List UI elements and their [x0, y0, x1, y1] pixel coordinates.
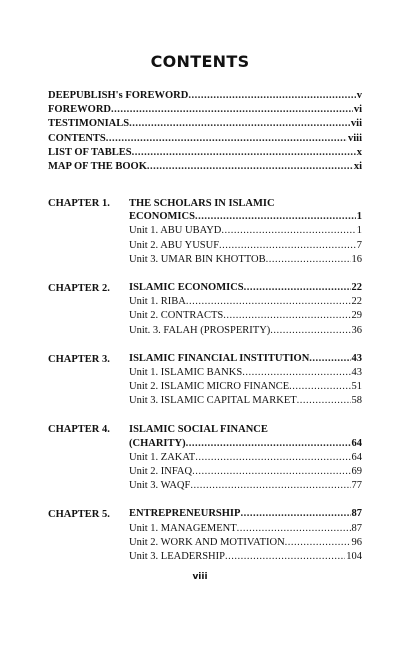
dot-leader — [147, 161, 353, 172]
chapter-body — [129, 197, 362, 268]
unit-entry-label: Unit 3. UMAR BIN KHOTTOB — [129, 253, 266, 265]
unit-entry — [129, 325, 362, 339]
unit-entry-page: 1 — [356, 225, 362, 237]
dot-leader — [219, 240, 356, 251]
unit-entry — [129, 480, 362, 494]
chapter-title-page: 87 — [351, 508, 362, 520]
front-matter-entry-page: viii — [347, 132, 362, 144]
chapter-number: CHAPTER 2. — [48, 282, 110, 294]
dot-leader — [289, 381, 350, 392]
unit-entry-page: 29 — [351, 310, 362, 322]
chapter-title-label: ECONOMICS — [129, 211, 195, 223]
unit-entry-page: 7 — [356, 239, 362, 251]
front-matter-entry-label: DEEPUBLISH's FOREWORD — [48, 90, 189, 101]
unit-entry-label: Unit 2. ABU YUSUF — [129, 239, 220, 251]
unit-entry-label: Unit 2. ISLAMIC MICRO FINANCE — [129, 381, 290, 393]
dot-leader — [221, 225, 355, 236]
unit-entry-label: Unit 3. ISLAMIC CAPITAL MARKET — [129, 395, 297, 407]
unit-entry — [129, 296, 362, 310]
unit-entry-page: 16 — [351, 253, 362, 265]
unit-entry — [129, 240, 362, 254]
chapter-title — [129, 282, 362, 296]
chapter-title-page: 43 — [351, 352, 362, 364]
unit-entry-page: 51 — [351, 381, 362, 393]
chapter-title-label: ISLAMIC FINANCIAL INSTITUTION — [129, 352, 310, 364]
chapter-title-line: ISLAMIC SOCIAL FINANCE — [129, 424, 268, 436]
dot-leader — [223, 310, 350, 321]
front-matter-entry-label: LIST OF TABLES — [48, 146, 132, 158]
unit-entry-label: Unit 1. MANAGEMENT — [129, 522, 237, 534]
dot-leader — [192, 466, 350, 477]
chapter-number: CHAPTER 4. — [48, 424, 110, 436]
front-matter-entry — [48, 118, 362, 132]
chapter-title — [129, 508, 362, 522]
dot-leader — [285, 537, 351, 548]
unit-entry-page: 77 — [351, 480, 362, 492]
unit-entry-label: Unit 1. ZAKAT — [129, 451, 196, 463]
unit-entry — [129, 310, 362, 324]
unit-entry-page: 96 — [351, 536, 362, 548]
dot-leader — [309, 353, 350, 364]
unit-entry-page: 87 — [351, 522, 362, 534]
front-matter-entry-page: vii — [350, 118, 362, 130]
chapter-title-page: 64 — [351, 437, 362, 449]
unit-entry — [129, 395, 362, 409]
front-matter-entry-page: xi — [353, 160, 362, 172]
front-matter-entry — [48, 104, 362, 118]
front-matter-entry-label: CONTENTS — [48, 132, 106, 144]
chapter-number: CHAPTER 1. — [48, 198, 110, 209]
unit-entry-label: Unit 3. WAQF — [129, 480, 191, 492]
chapter-list — [48, 197, 362, 579]
unit-entry-page: 104 — [346, 550, 362, 562]
dot-leader — [106, 133, 347, 144]
front-matter-list — [48, 90, 362, 175]
dot-leader — [225, 551, 345, 562]
unit-entry-label: Unit 2. INFAQ — [129, 466, 193, 477]
unit-entry-page: 36 — [351, 324, 362, 336]
chapter-entry — [48, 508, 362, 565]
chapter-title-label: (CHARITY) — [129, 437, 186, 449]
chapter-body — [129, 423, 362, 494]
unit-entry — [129, 537, 362, 551]
front-matter-entry-page: vi — [353, 104, 362, 116]
unit-entry-label: Unit 1. ISLAMIC BANKS — [129, 366, 243, 378]
unit-entry-label: Unit 3. LEADERSHIP — [129, 550, 225, 562]
chapter-title-label: ENTREPRENEURSHIP — [129, 508, 241, 520]
chapter-title-line: THE SCHOLARS IN ISLAMIC — [129, 198, 275, 209]
chapter-title-page: 1 — [356, 211, 362, 223]
unit-entry-label: Unit 2. CONTRACTS — [129, 310, 224, 322]
chapter-title — [129, 211, 362, 225]
chapter-entry — [48, 282, 362, 339]
chapter-body — [129, 508, 362, 565]
unit-entry — [129, 523, 362, 537]
unit-entry-page: 69 — [351, 466, 362, 477]
dot-leader — [186, 438, 351, 449]
chapter-title — [129, 438, 362, 452]
page-title: CONTENTS — [150, 52, 250, 71]
dot-leader — [129, 118, 350, 129]
front-matter-entry — [48, 90, 362, 104]
front-matter-entry — [48, 133, 362, 147]
chapter-title-label: ISLAMIC ECONOMICS — [129, 281, 244, 293]
front-matter-entry-label: TESTIMONIALS — [48, 118, 130, 130]
unit-entry-page: 58 — [351, 395, 362, 407]
dot-leader — [111, 104, 353, 115]
dot-leader — [132, 147, 356, 158]
chapter-entry — [48, 353, 362, 410]
unit-entry-label: Unit 1. ABU UBAYD — [129, 225, 222, 237]
chapter-title-page: 22 — [351, 281, 362, 293]
unit-entry — [129, 452, 362, 466]
unit-entry — [129, 551, 362, 565]
unit-entry — [129, 254, 362, 268]
front-matter-entry — [48, 147, 362, 161]
dot-leader — [297, 395, 351, 406]
chapter-body — [129, 282, 362, 339]
unit-entry — [129, 466, 362, 480]
unit-entry-label: Unit 2. WORK AND MOTIVATION — [129, 536, 285, 548]
dot-leader — [188, 90, 355, 101]
page-number: viii — [192, 572, 208, 582]
front-matter-entry-label: MAP OF THE BOOK — [48, 160, 147, 172]
chapter-entry — [48, 423, 362, 494]
front-matter-entry-page: x — [356, 146, 362, 158]
dot-leader — [237, 523, 351, 534]
unit-entry — [129, 381, 362, 395]
dot-leader — [242, 367, 350, 378]
chapter-body — [129, 353, 362, 410]
front-matter-entry — [48, 161, 362, 175]
front-matter-entry-label: FOREWORD — [48, 104, 111, 116]
unit-entry-label: Unit 1. RIBA — [129, 296, 186, 308]
chapter-entry — [48, 197, 362, 268]
unit-entry-label: Unit. 3. FALAH (PROSPERITY) — [129, 324, 271, 336]
unit-entry — [129, 225, 362, 239]
dot-leader — [270, 325, 350, 336]
unit-entry-page: 22 — [351, 296, 362, 308]
dot-leader — [240, 508, 350, 519]
dot-leader — [186, 296, 351, 307]
front-matter-entry-page: v — [356, 90, 362, 101]
dot-leader — [190, 480, 350, 491]
dot-leader — [266, 254, 351, 265]
chapter-number: CHAPTER 3. — [48, 353, 110, 365]
unit-entry-page: 64 — [351, 451, 362, 463]
unit-entry-page: 43 — [351, 366, 362, 378]
dot-leader — [195, 211, 356, 222]
unit-entry — [129, 367, 362, 381]
dot-leader — [244, 282, 351, 293]
chapter-number: CHAPTER 5. — [48, 509, 110, 521]
chapter-title — [129, 353, 362, 367]
dot-leader — [195, 452, 350, 463]
